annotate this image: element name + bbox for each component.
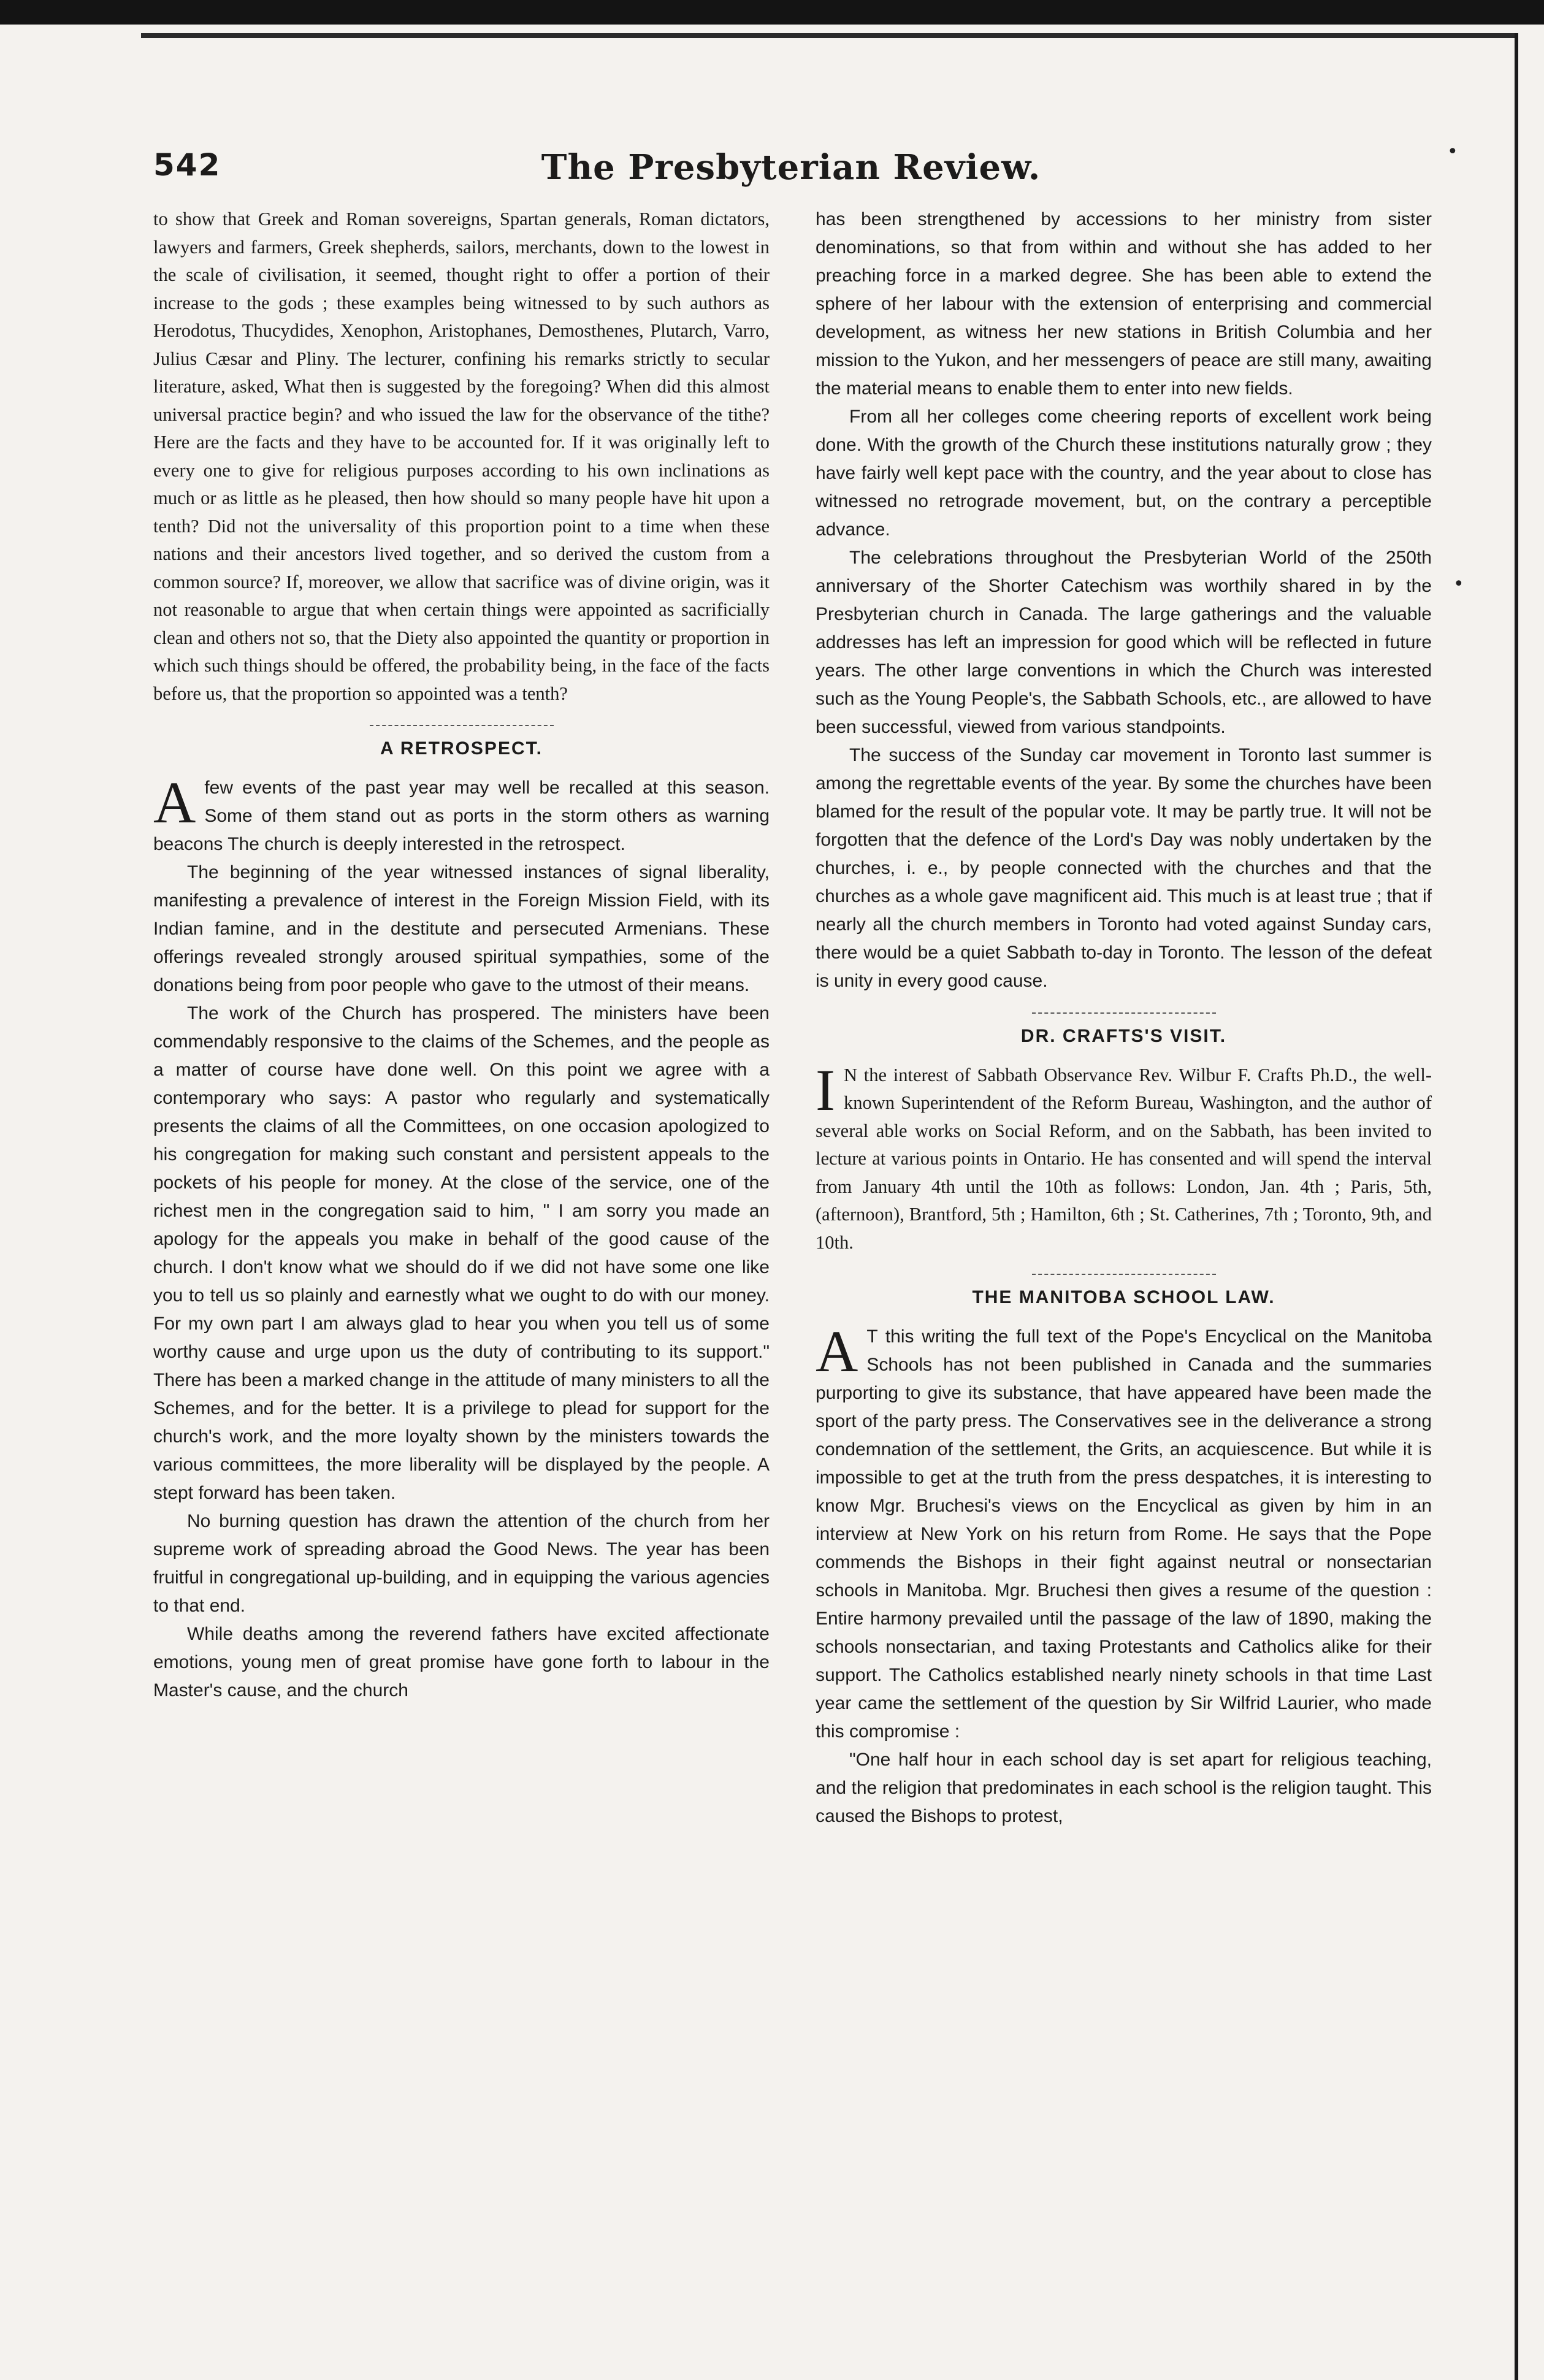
manitoba-heading — [816, 1274, 1432, 1312]
retrospect-continued-paragraph: The celebrations throughout the Presbyterian World of the 250th anniversary of the Shorter Catechism was worthily shared in by the Presbyterian church in Canada. The large gatherings and the valuable addresses has left an impression for good which will be reflected in future years. The other large conventions in which the Church was interested such as the Young People's, the Sabbath Schools, etc., are allowed to have been successful, viewed from various standpoints. — [816, 548, 1432, 737]
crafts-visit-heading-text: DR. CRAFTS'S VISIT. — [1020, 1026, 1227, 1046]
retrospect-paragraph: While deaths among the reverend fathers have excited affectionate emotions, young men of great promise have gone forth to labour in the Master's cause, and the church — [153, 1623, 770, 1701]
crafts-visit-heading — [816, 1012, 1432, 1050]
dropcap: I — [816, 1057, 835, 1123]
retrospect-continued-paragraph: has been strengthened by accessions to her ministry from sister denominations, so that from within and without she has added to her preaching force in a marked degree. She has been able to extend the sphere of her labour with the extension of enterprising and commercial development, as witness her new stations in British Columbia and her mission to the Yukon, and her messengers of peace are still many, awaiting the material means to enable them to enter into new fields. — [816, 209, 1432, 399]
bullet-mark: • — [1447, 141, 1458, 163]
journal-title: The Presbyterian Review. — [541, 147, 1041, 188]
top-border-bar — [0, 0, 1544, 25]
manitoba-quote: "One half hour in each school day is set apart for religious teaching, and the religion that predominates in each school is the religion taught. This caused the Bishops to protest, — [816, 1749, 1432, 1826]
manitoba-heading-text: THE MANITOBA SCHOOL LAW. — [972, 1287, 1275, 1307]
retrospect-paragraph: The work of the Church has prospered. The ministers have been commendably responsive to the claims of the Schemes, and the people as a matter of course have done well. On this point we agree with a contemporary who says: A pastor who regularly and systematically presents the claims of all the Committees, on one occasion apologized to his congregation for making such constant and persistent appeals to the pockets of his people for money. At the close of the service, one of the richest men in the congregation said to him, " I am sorry you made an apology for the appeals you make in behalf of the good cause of the church. I don't know what we should do if we did not have some one like you to tell us so plainly and earnestly what we ought to do with our money. For my own part I am always glad to hear you when you tell us of some worthy cause and urge upon us the duty of contributing to its support." There has been a marked change in the attitude of many ministers to all the Schemes, and for the better. It is a privilege to plead for support for the church's work, and the more loyalty shown by the ministers towards the various committees, the more liberality will be displayed by the people. A stept forward has been taken. — [153, 1003, 770, 1503]
top-border-rule — [141, 33, 1515, 38]
dropcap: A — [816, 1318, 858, 1384]
retrospect-heading-text: A RETROSPECT. — [380, 738, 543, 759]
dropcap: A — [153, 769, 196, 835]
retrospect-first-paragraph — [153, 769, 770, 859]
left-column — [153, 205, 770, 1705]
retrospect-paragraph: No burning question has drawn the attention of the church from her supreme work of spreading abroad the Good News. The year has been fruitful in congregational up-building, and in equipping the various agencies to that end. — [153, 1510, 770, 1616]
page-number: 542 — [153, 147, 221, 183]
heading-rule — [370, 725, 554, 726]
manitoba-paragraph — [816, 1318, 1432, 1746]
running-head — [153, 147, 1429, 196]
top-border-gap — [0, 25, 1544, 33]
page-edge-rule — [1515, 33, 1518, 2380]
crafts-visit-paragraph — [816, 1057, 1432, 1257]
tithe-lecture-paragraph: to show that Greek and Roman sovereigns, Spartan generals, Roman dictators, lawyers and farmers, Greek shepherds, sailors, merchants, down to the lowest in the scale of civilisation, it seemed, thought right to offer a portion of their increase to the gods ; these examples being witnessed to by such authors as Herodotus, Thucydides, Xenophon, Aristophanes, Demosthenes, Plutarch, Varro, Julius Cæsar and Pliny. The lecturer, confining his remarks strictly to secular literature, asked, What then is suggested by the foregoing? When did this almost universal practice begin? and who issued the law for the observance of the tithe? Here are the facts and they have to be accounted for. If it was originally left to every one to give for religious purposes according to his own inclinations as much or as little as he pleased, then how should so many people have hit upon a tenth? Did not the universality of this proportion point to a time when these nations and their ancestors lived together, and so derived the custom from a common source? If, moreover, we allow that sacrifice was of divine origin, was it not reasonable to argue that when certain things were appointed as sacrificially clean and others not so, that the Diety also appointed the quantity or proportion in which such things should be offered, the probability being, in the face of the facts before us, that the proportion so appointed was a tenth? — [153, 209, 770, 704]
right-column — [816, 205, 1432, 1831]
manitoba-text: T this writing the full text of the Pope's Encyclical on the Manitoba Schools has not been published in Canada and the summaries purporting to give its substance, that have appeared have been made the sport of the party press. The Conservatives see in the deliverance a strong condemnation of the settlement, the Grits, an acquiescence. But while it is impossible to get at the truth from the press despatches, it is interesting to know Mgr. Bruchesi's views on the Encyclical as given by him in an interview at New York on his return from Rome. He says that the Pope commends the Bishops in their fight against neutral or nonsectarian schools in Manitoba. Mgr. Bruchesi then gives a resume of the question : Entire harmony prevailed until the passage of the law of 1890, making the schools nonsectarian, and taxing Protestants and Catholics alike for their support. The Catholics established nearly ninety schools in that time Last year came the settlement of the question by Sir Wilfrid Laurier, who made this compromise : — [816, 1326, 1432, 1742]
bullet-mark: • — [1453, 573, 1464, 595]
heading-rule — [1032, 1274, 1216, 1275]
retrospect-continued-paragraph: The success of the Sunday car movement in Toronto last summer is among the regrettable events of the year. By some the churches have been blamed for the result of the popular vote. It may be partly true. It will not be forgotten that the defence of the Lord's Day was nobly undertaken by the churches, i. e., by people connected with the churches and that the churches as a whole gave magnificent aid. This much is at least true ; that if nearly all the church members in Toronto had voted against Sunday cars, there would be a quiet Sabbath to-day in Toronto. The lesson of the defeat is unity in every good cause. — [816, 745, 1432, 991]
crafts-visit-text: N the interest of Sabbath Observance Rev. Wilbur F. Crafts Ph.D., the well-known Superintendent of the Reform Bureau, Washington, and the author of several able works on Social Reform, and on the Sabbath, has been invited to lecture at various points in Ontario. He has consented and will spend the interval from January 4th until the 10th as follows: London, Jan. 4th ; Paris, 5th, (afternoon), Brantford, 5th ; Hamilton, 6th ; St. Catherines, 7th ; Toronto, 9th, and 10th. — [816, 1064, 1432, 1253]
retrospect-paragraph: The beginning of the year witnessed instances of signal liberality, manifesting a prevalence of interest in the Foreign Mission Field, with its Indian famine, and in the destitute and persecuted Armenians. These offerings revealed strongly aroused spiritual sympathies, some of the donations being from poor people who gave to the utmost of their means. — [153, 862, 770, 995]
retrospect-heading — [153, 725, 770, 763]
heading-rule — [1032, 1012, 1216, 1014]
retrospect-first-paragraph-text: few events of the past year may well be recalled at this season. Some of them stand out as ports in the storm others as warning beacons The church is deeply interested in the retrospect. — [153, 777, 770, 854]
retrospect-continued-paragraph: From all her colleges come cheering reports of excellent work being done. With the growth of the Church these institutions naturally grow ; they have fairly well kept pace with the country, and the year about to close has witnessed no retrograde movement, but, on the contrary a perceptible advance. — [816, 407, 1432, 540]
